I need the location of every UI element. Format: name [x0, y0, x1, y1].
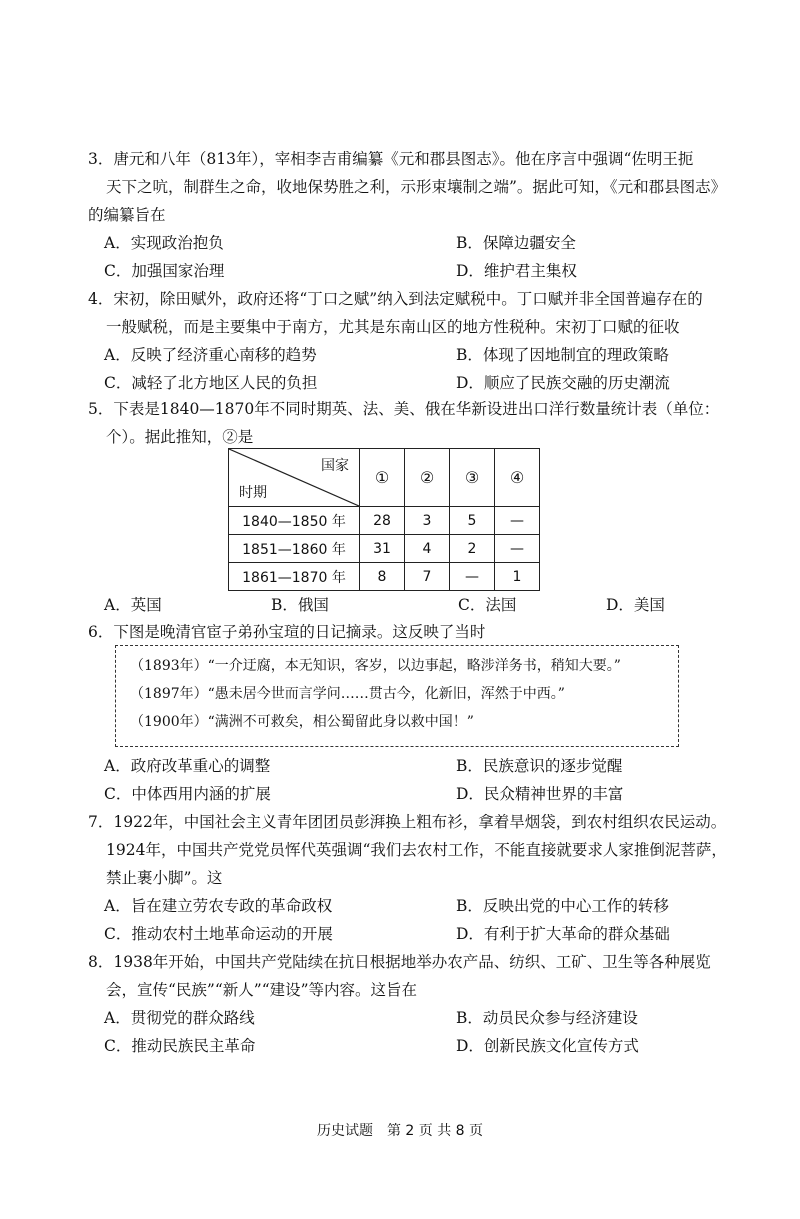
table-row [229, 535, 540, 563]
option-d: D．创新民族文化宣传方式 [456, 1037, 639, 1055]
question-stem-line: 天下之吭，制群生之命，收地保势胜之利，示形束壤制之端”。据此可知，《元和郡县图志》 [106, 178, 727, 196]
option-a: A．实现政治抱负 [104, 234, 224, 252]
question-stem-line: 3．唐元和八年（813年），宰相李吉甫编纂《元和郡县图志》。他在序言中强调“佐明王扼 [88, 150, 694, 168]
option-b: B．反映出党的中心工作的转移 [456, 897, 669, 915]
option-b: B．民族意识的逐步觉醒 [456, 757, 623, 775]
question-stem-line: 8．1938年开始，中国共产党陆续在抗日根据地举办农产品、纺织、工矿、卫生等各种展览 [88, 953, 711, 971]
table-row [229, 507, 540, 535]
option-c: C．法国 [458, 596, 517, 614]
header-country: 国家 [321, 458, 349, 474]
table-cell: 1 [495, 563, 540, 591]
diary-entry: （1893年）“一介迂腐，本无知识，客岁，以边事起，略涉洋务书，稍知大要。” [130, 658, 621, 674]
question-6 [88, 618, 728, 646]
diary-excerpt-box [115, 645, 679, 747]
question-6-options [88, 752, 728, 808]
table-diagonal-header [229, 449, 360, 507]
column-header: ① [360, 449, 405, 507]
option-d: D．顺应了民族交融的历史潮流 [456, 374, 670, 392]
option-b: B．动员民众参与经济建设 [456, 1009, 638, 1027]
table-row [229, 563, 540, 591]
question-7 [88, 808, 728, 948]
option-c: C．加强国家治理 [104, 262, 225, 280]
option-a: A．政府改革重心的调整 [104, 757, 271, 775]
table-cell: — [495, 507, 540, 535]
option-a: A．反映了经济重心南移的趋势 [104, 346, 317, 364]
header-period: 时期 [239, 485, 267, 501]
table-cell: 3 [405, 507, 450, 535]
table-cell: 8 [360, 563, 405, 591]
question-stem-line: 6．下图是晚清官宦子弟孙宝瑄的日记摘录。这反映了当时 [88, 623, 486, 641]
question-stem-line: 5．下表是1840—1870年不同时期英、法、美、俄在华新设进出口洋行数量统计表（单位： [88, 400, 720, 418]
option-d: D．维护君主集权 [456, 262, 577, 280]
question-stem-line: 会，宣传“民族”“新人”“建设”等内容。这旨在 [106, 981, 418, 999]
option-d: D．美国 [606, 596, 665, 614]
option-c: C．中体西用内涵的扩展 [104, 785, 271, 803]
trading-firms-table [228, 448, 540, 591]
question-stem-line: 一般赋税，而是主要集中于南方，尤其是东南山区的地方性税种。宋初丁口赋的征收 [106, 318, 680, 336]
option-d: D．有利于扩大革命的群众基础 [456, 925, 670, 943]
table-cell: 2 [450, 535, 495, 563]
option-a: A．英国 [104, 596, 162, 614]
option-c: C．推动农村土地革命运动的开展 [104, 925, 333, 943]
table-cell: 31 [360, 535, 405, 563]
question-4 [88, 285, 728, 397]
question-5-options [88, 591, 728, 619]
row-period: 1861—1870 年 [229, 563, 360, 591]
column-header: ③ [450, 449, 495, 507]
question-stem-line: 的编纂旨在 [88, 206, 166, 224]
question-stem-line: 7．1922年，中国社会主义青年团团员彭湃换上粗布衫，拿着旱烟袋，到农村组织农民运动。 [88, 813, 727, 831]
question-5 [88, 395, 728, 451]
option-a: A．旨在建立劳农专政的革命政权 [104, 897, 333, 915]
option-b: B．体现了因地制宜的理政策略 [456, 346, 669, 364]
question-stem-line: 1924年，中国共产党党员恽代英强调“我们去农村工作，不能直接就要求人家推倒泥菩萨， [106, 841, 727, 859]
question-8 [88, 948, 728, 1060]
diary-entry: （1897年）“愚未居今世而言学问……贯古今，化新旧，浑然于中西。” [130, 686, 565, 702]
option-b: B．保障边疆安全 [456, 234, 576, 252]
table-cell: 4 [405, 535, 450, 563]
option-c: C．减轻了北方地区人民的负担 [104, 374, 318, 392]
row-period: 1840—1850 年 [229, 507, 360, 535]
diary-entry: （1900年）“满洲不可救矣，相公蜀留此身以救中国！” [130, 714, 474, 730]
column-header: ④ [495, 449, 540, 507]
page-footer: 历史试题 第 2 页 共 8 页 [316, 1123, 484, 1139]
column-header: ② [405, 449, 450, 507]
option-c: C．推动民族民主革命 [104, 1037, 256, 1055]
option-d: D．民众精神世界的丰富 [456, 785, 624, 803]
table-cell: — [450, 563, 495, 591]
table-cell: — [495, 535, 540, 563]
question-stem-line: 禁止裹小脚”。这 [106, 869, 223, 887]
option-a: A．贯彻党的群众路线 [104, 1009, 255, 1027]
row-period: 1851—1860 年 [229, 535, 360, 563]
question-3 [88, 145, 728, 285]
table-cell: 5 [450, 507, 495, 535]
option-b: B．俄国 [271, 596, 329, 614]
question-stem-line: 个）。据此推知，②是 [106, 428, 254, 446]
table-cell: 7 [405, 563, 450, 591]
question-stem-line: 4．宋初，除田赋外，政府还将“丁口之赋”纳入到法定赋税中。丁口赋并非全国普遍存在的 [88, 290, 703, 308]
table-cell: 28 [360, 507, 405, 535]
